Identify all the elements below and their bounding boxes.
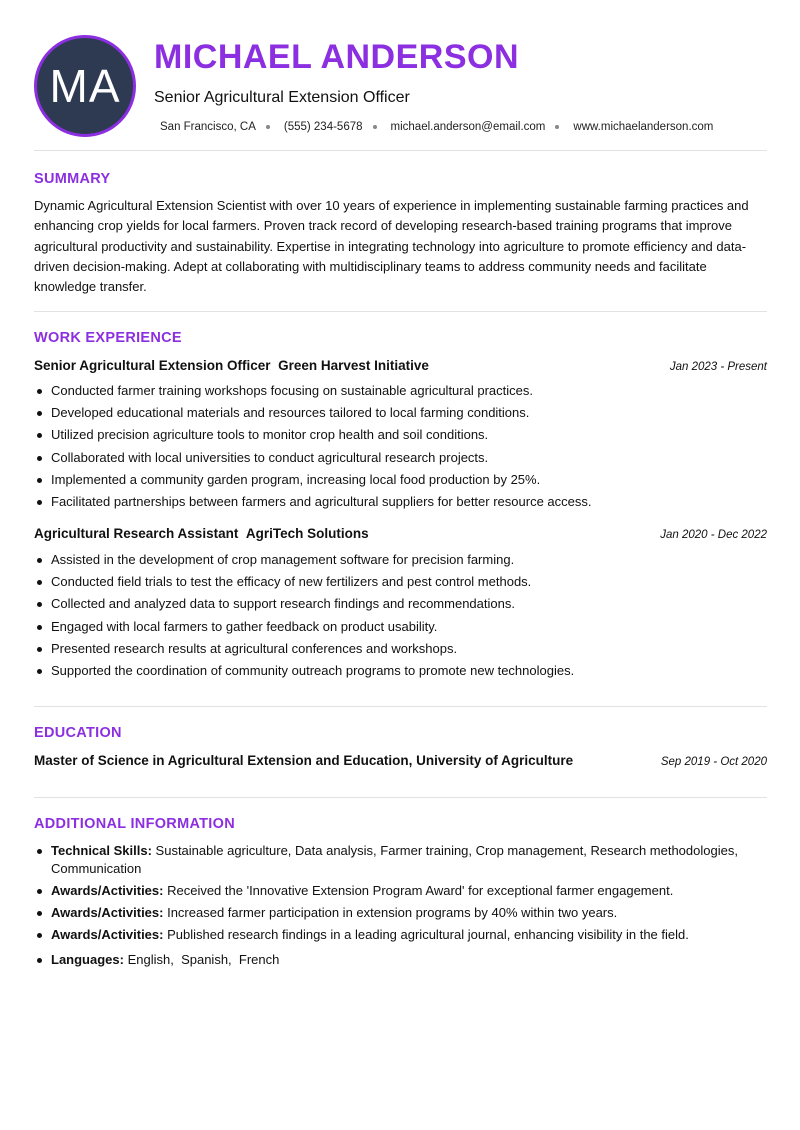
divider: [34, 797, 767, 798]
job-dates: Jan 2020 - Dec 2022: [660, 529, 767, 541]
job-role: Senior Agricultural Extension Officer: [34, 358, 271, 373]
job-company: Green Harvest Initiative: [278, 358, 429, 373]
list-item: Conducted field trials to test the efficacy of new fertilizers and pest control methods.: [34, 573, 769, 591]
additional-list: [34, 842, 769, 973]
summary-text: Dynamic Agricultural Extension Scientist with over 10 years of experience in implementing sustainable farming practices and enhancing crop yields for local farmers. Proven track record of developing research-based training programs that improve agricultural productivity and sustainability. Expertise in integrating technology into agriculture to promote efficiency and data-driven decision-making. Adept at collaborating with multidisciplinary teams to address community needs and facilitate knowledge transfer.: [34, 198, 749, 295]
job-bullets: [34, 551, 769, 684]
additional-heading: ADDITIONAL INFORMATION: [34, 816, 235, 832]
avatar: [34, 35, 136, 137]
job-role: Agricultural Research Assistant: [34, 526, 239, 541]
list-item: [34, 951, 769, 969]
list-item: Supported the coordination of community outreach programs to promote new technologies.: [34, 662, 769, 680]
divider: [34, 311, 767, 312]
summary-heading: SUMMARY: [34, 171, 111, 187]
list-item: Engaged with local farmers to gather feedback on product usability.: [34, 618, 769, 636]
separator-dot-icon: [555, 125, 559, 129]
contact-website[interactable]: www.michaelanderson.com: [573, 121, 714, 133]
list-item: [34, 842, 769, 878]
separator-dot-icon: [373, 125, 377, 129]
contact-bar: [160, 121, 713, 133]
job-role-company: [34, 358, 429, 373]
job-role-company: [34, 526, 369, 541]
education-degree: Master of Science in Agricultural Extension and Education, University of Agriculture: [34, 753, 574, 768]
job-bullets: [34, 382, 769, 515]
contact-email[interactable]: michael.anderson@email.com: [390, 121, 546, 133]
item-label: Languages:: [51, 952, 124, 967]
education-entry: [34, 753, 767, 768]
list-item: Collaborated with local universities to conduct agricultural research projects.: [34, 449, 769, 467]
experience-heading: WORK EXPERIENCE: [34, 330, 182, 346]
item-label: Awards/Activities:: [51, 905, 164, 920]
contact-location: San Francisco, CA: [160, 121, 256, 133]
item-text: English, Spanish, French: [127, 952, 280, 967]
separator-dot-icon: [266, 125, 270, 129]
list-item: Assisted in the development of crop management software for precision farming.: [34, 551, 769, 569]
education-dates: Sep 2019 - Oct 2020: [660, 756, 767, 768]
item-text: Increased farmer participation in extension programs by 40% within two years.: [167, 905, 618, 920]
list-item: Developed educational materials and resources tailored to local farming conditions.: [34, 404, 769, 422]
candidate-name: MICHAEL ANDERSON: [154, 38, 520, 76]
job-header: [34, 358, 767, 373]
item-label: Awards/Activities:: [51, 927, 164, 942]
candidate-title: Senior Agricultural Extension Officer: [154, 89, 410, 106]
item-text: Received the 'Innovative Extension Program Award' for exceptional farmer engagement.: [167, 883, 674, 898]
item-text: Published research findings in a leading agricultural journal, enhancing visibility in the field.: [167, 927, 689, 942]
list-item: [34, 882, 769, 900]
job-company: AgriTech Solutions: [245, 526, 369, 541]
list-item: Collected and analyzed data to support research findings and recommendations.: [34, 595, 769, 613]
list-item: [34, 926, 769, 944]
education-heading: EDUCATION: [34, 725, 122, 741]
list-item: Facilitated partnerships between farmers and agricultural suppliers for better resource access.: [34, 493, 769, 511]
list-item: Implemented a community garden program, increasing local food production by 25%.: [34, 471, 769, 489]
job-dates: Jan 2023 - Present: [669, 361, 767, 373]
divider: [34, 706, 767, 707]
item-label: Awards/Activities:: [51, 883, 164, 898]
divider: [34, 150, 767, 151]
item-label: Technical Skills:: [51, 843, 152, 858]
contact-phone: (555) 234-5678: [283, 121, 363, 133]
list-item: [34, 904, 769, 922]
list-item: Presented research results at agricultural conferences and workshops.: [34, 640, 769, 658]
job-header: [34, 526, 767, 541]
list-item: Utilized precision agriculture tools to monitor crop health and soil conditions.: [34, 426, 769, 444]
item-text: Sustainable agriculture, Data analysis, Farmer training, Crop management, Research methodologies, Communication: [51, 843, 738, 876]
avatar-initials: MA: [49, 60, 121, 112]
list-item: Conducted farmer training workshops focusing on sustainable agricultural practices.: [34, 382, 769, 400]
